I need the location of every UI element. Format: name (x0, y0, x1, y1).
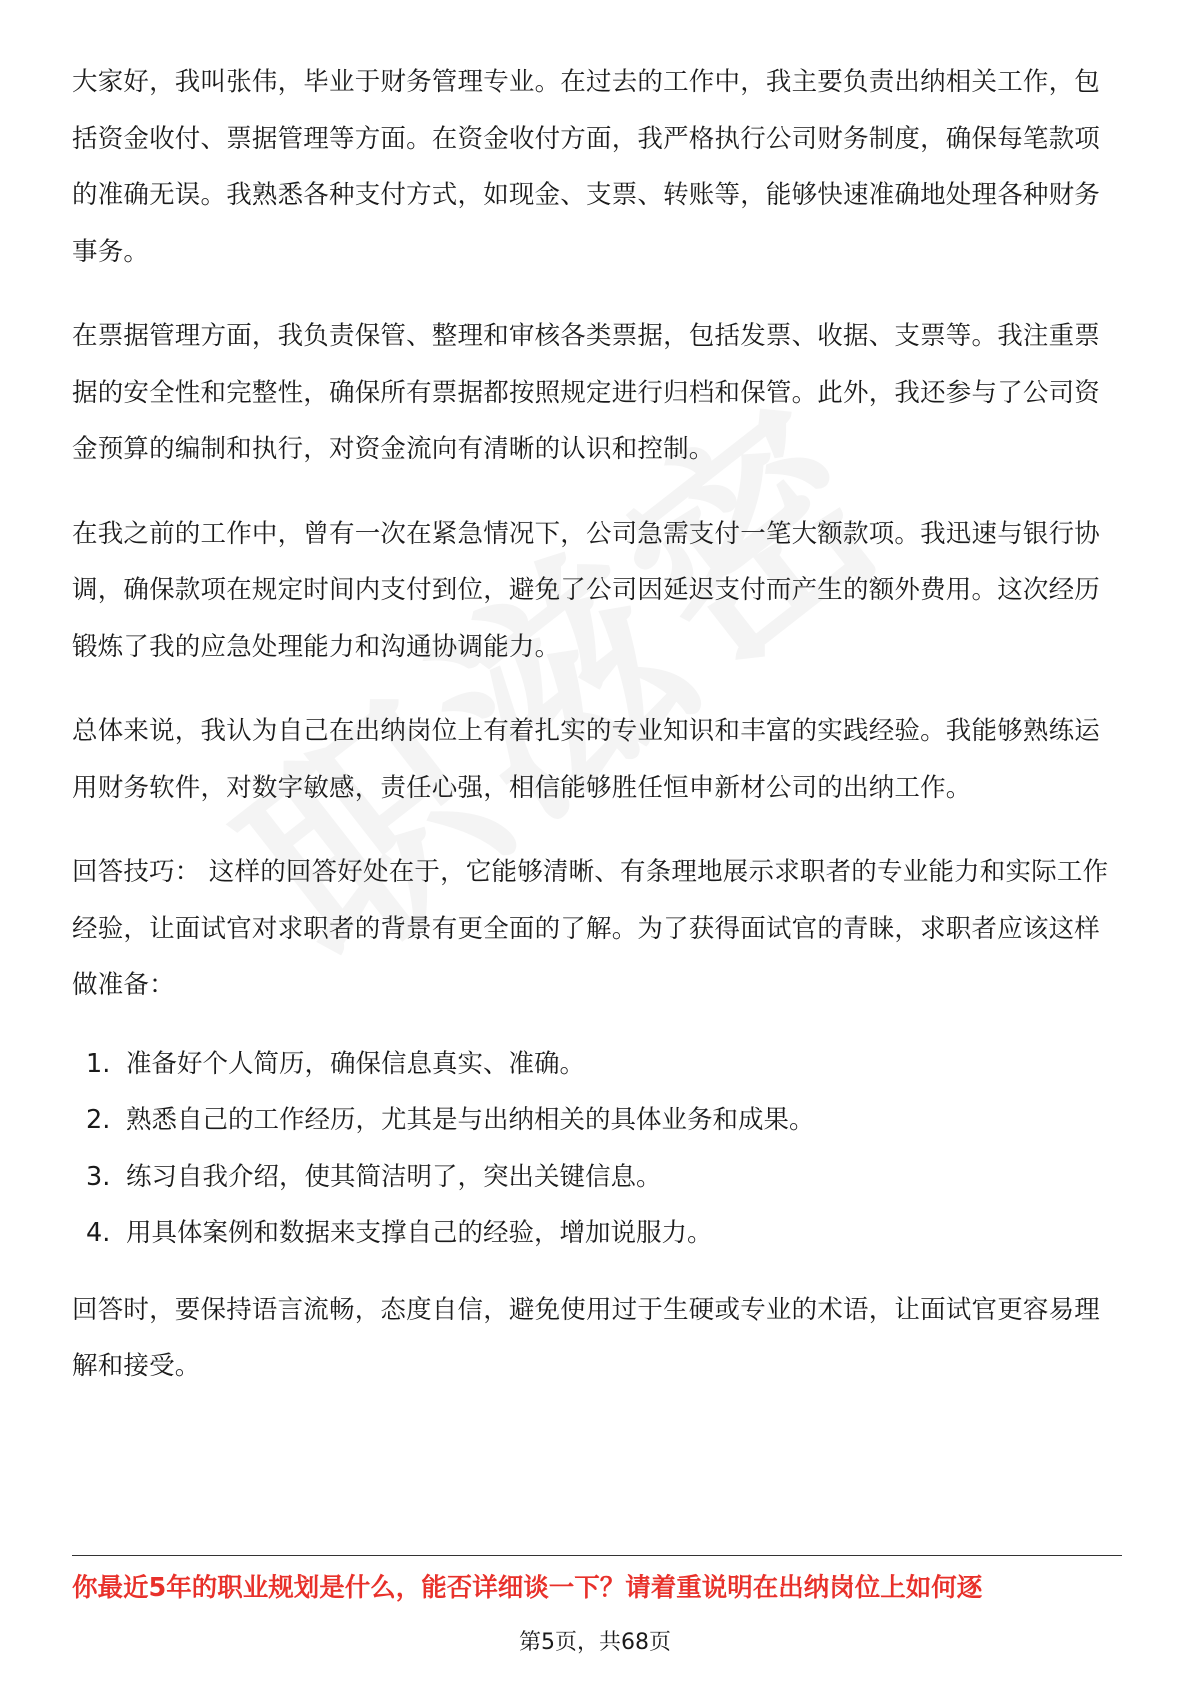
tips-list (72, 1036, 1122, 1262)
section-divider (72, 1555, 1122, 1556)
paragraph-summary: 总体来说，我认为自己在出纳岗位上有着扎实的专业知识和丰富的实践经验。我能够熟练运用财务软件，对数字敏感，责任心强，相信能够胜任恒申新材公司的出纳工作。 (72, 716, 1101, 803)
list-item (72, 1092, 1122, 1149)
document-body (72, 54, 1122, 1423)
list-item-number: 3. (86, 1161, 111, 1192)
paragraph-intro: 大家好，我叫张伟，毕业于财务管理专业。在过去的工作中，我主要负责出纳相关工作，包括资金收付、票据管理等方面。在资金收付方面，我严格执行公司财务制度，确保每笔款项的准确无误。我熟悉各种支付方式，如现金、支票、转账等，能够快速准确地处理各种财务事务。 (72, 67, 1101, 267)
list-item-number: 1. (86, 1048, 111, 1079)
list-item-text: 准备好个人简历，确保信息真实、准确。 (126, 1048, 586, 1079)
next-question-heading: 你最近5年的职业规划是什么，能否详细谈一下？请着重说明在出纳岗位上如何逐 (72, 1573, 983, 1603)
list-item-text: 练习自我介绍，使其简洁明了，突出关键信息。 (126, 1161, 662, 1192)
list-item (72, 1205, 1122, 1262)
list-item (72, 1149, 1122, 1206)
paragraph-tips-intro: 回答技巧： 这样的回答好处在于，它能够清晰、有条理地展示求职者的专业能力和实际工作经验，让面试官对求职者的背景有更全面的了解。为了获得面试官的青睐，求职者应该这样做准备： (72, 857, 1109, 1000)
list-item-text: 熟悉自己的工作经历，尤其是与出纳相关的具体业务和成果。 (126, 1105, 815, 1135)
list-item-number: 4. (86, 1218, 111, 1248)
paragraph-experience: 在我之前的工作中，曾有一次在紧急情况下，公司急需支付一笔大额款项。我迅速与银行协调，确保款项在规定时间内支付到位，避免了公司因延迟支付而产生的额外费用。这次经历锻炼了我的应急处理能力和沟通协调能力。 (72, 518, 1101, 662)
paragraph-closing: 回答时，要保持语言流畅，态度自信，避免使用过于生硬或专业的术语，让面试官更容易理解和接受。 (72, 1294, 1101, 1381)
list-item-text: 用具体案例和数据来支撑自己的经验，增加说服力。 (126, 1218, 713, 1248)
list-item-number: 2. (86, 1105, 111, 1135)
list-item (72, 1036, 1122, 1093)
page-number-footer: 第5页，共68页 (519, 1630, 671, 1655)
paragraph-bills: 在票据管理方面，我负责保管、整理和审核各类票据，包括发票、收据、支票等。我注重票据的安全性和完整性，确保所有票据都按照规定进行归档和保管。此外，我还参与了公司资金预算的编制和执行，对资金流向有清晰的认识和控制。 (72, 321, 1101, 464)
